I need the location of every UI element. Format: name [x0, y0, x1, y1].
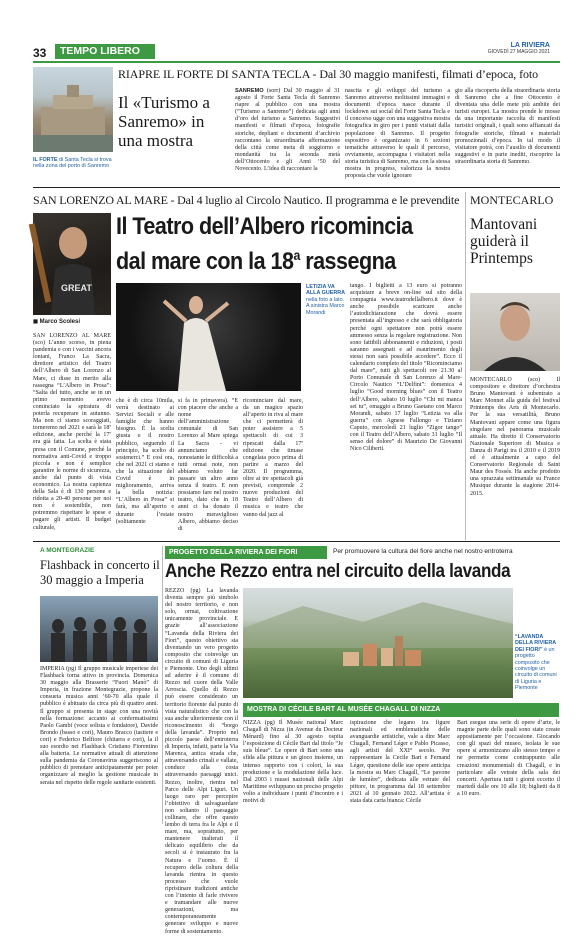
albero-body-col2: che è di circa 10mila, verrà destinato ai Servizi Sociali e alle famiglie che hanno bisogno. È la scelta giusta e il nostro pubblico, seguendo il principio, ha scelto di sostenerci.” E così ora, che nel 2021 ci stamo e che la situazione del Covid è in miglioramento, arriva la bella notizia: “L’Albero in Prosa” si farà, ma all’aperto e durante l’estate (solitamente [116, 398, 174, 525]
albero-body-col4: ricominciare dal mare, da un magico spazio all’aperto in riva al mare che ci permetterà di poter assistere a 5 spettacoli di cui 3 ripescati dalla 17ª edizione che timase congelata poco prima di partire a marzo del 2020. Il programma, oltre ai tre spettacoli già previsti, comprende 2 nuove produzioni del Teatro dell’Albero di musica e teatro che vanno dal jazz al [243, 398, 303, 518]
albero-body-col1: SAN LORENZO AL MARE (sco) L’anno scorso, in piena pandemia e con i vaccini ancora lontani, Franco La Sacra, direttore artistico del Teatro dell’Albero di San Lorenzo al Mare, ci disse in merito alla rassegna “L’Albero in Prosa”: “Salta del tutto, anche se in un primo momento avevo cominciato la spiratura di poterla recuperare in autunno. Ma non ci siamo scoraggiati, torneremo nel 2021 e sarà la 18ª edizione, anche perché la 17ª era già fatta. La scelta è stata presa con il Comune, perché la normativa anti-Covid e troppo piccola e non è semplice garantire le norme di sicurezza, anche dal punto di vista economico. La nostra capienza della Sala è di 130 persone e ridotta a 20-40 persone per noi non è sostenibile, non potremmo rispettare le spese e pagare gli artisti. Il budget culturale, [33, 333, 111, 531]
flashback-body: IMPERIA (pg) Il gruppo musicale imperiese dei Flashback torna attivo in provincia. Domenica 30 maggio alla Brasserie “Fuori Manò” di Imperia, in frazione Montegrazie, propone la consueta musica anni ’60-70 alla quale il pubblico è abituato da circa più di quattro anni. Il gruppo si presenta in stage con una novità nella formazione: accanto ai confermatissimi Paolo Gambi (voce solista e fondatore), Davide Brondo (basso e cori), Mauro Bracco (tastiere e cori) e Federico Belfiore (chitarra e cori), la il suo esordio nei Flashback Cristiano Fiorentino alla batteria. Le normative attuali di attenzione sulla pandemia da Coronavirus suggeriscono al pubblico di prenotare anticipatamente per poter organizzare al meglio la gestione musicale in serata nel rispetto delle regole sanitarie esistenti. [40, 666, 158, 786]
header-rule [33, 61, 560, 63]
rezzo-photo-caption: “LAVANDA DELLA RIVIERA DEI FIORI” è un progetto composito che coinvolge un circuito di comuni di Liguria e Piemonte [515, 634, 557, 692]
chagall-body-col3: Bart esegue una serie di opere d’arte, le magnie parte delle quali sono state create appositamente per l’occasione. Giocando con gli spazi del museo, isolata le sue opere si armonizzano allo stesso tempo e ne permette come contrappunto alle creazioni monumentali di Chagall, e in particolare alle vetrate della sala dei concerti. Apertura tutti i giorni eccetto il martedì dalle ore 10 alle 18; biglietti da 8 a 10 euro. [457, 720, 560, 797]
chagall-band: MOSTRA DI CÉCILE BART AL MUSÉE CHAGALL DI NIZZA [243, 703, 559, 717]
albero-title [116, 213, 468, 276]
stage-photo [116, 283, 301, 391]
divider-vertical-1 [465, 192, 466, 540]
albero-title-line2: dal mare con la 18$^a$ rassegna [116, 247, 396, 276]
actress-illustration [116, 283, 301, 391]
montecarlo-body: MONTECARLO (sco) Il compositore e direttore d’orchestra Bruno Mantovani è subentrato a Marc Monnet alla guida del festival Printemps des Arts di Montecarlo. Per la sua versatilità, Bruno Mantovani appare come una figura singolare nel panorama musicale attuale. Ha diretto il Conservatorio Nazionale Superiore di Musica e Danza di Parigi tra il 2010 e il 2019 ed è attualmente a capo del Conservatorio Regionale di Saint Maur des Fossés. Ha anche prodotto una sprazzata settimanale su France Musique durante la stagione 2014-2015. [470, 377, 560, 497]
albero-photo-caption: LETIZIA VA ALLA GUERRA nella foto a lato. A sinistra Marco Morandi [306, 284, 346, 316]
mantovani-photo [470, 293, 560, 371]
montecarlo-title: Mantovani guiderà il Printemps [470, 216, 538, 267]
author-icon: ◼ [33, 319, 38, 325]
portrait-illustration [470, 293, 560, 371]
guitarist-illustration [33, 213, 111, 315]
rezzo-kicker: Per promuovere la cultura del fiore anche nel nostro entroterra [333, 548, 513, 555]
fortress-illustration [33, 67, 113, 152]
guitarist-photo [33, 213, 111, 315]
divider-2 [33, 541, 560, 542]
forte-body-col3: gio alla riscoperta della straordinaria storia di Sanremo che a fine Ottocento è diventata una delle mete più ambite dei turisti europei. La mostra prende le mosse da una importante raccolta di manifesti turistici originali, i quali sono affiancati da fotografie storiche, filmati e materiali promozionali d’epoca. In tal modo il visitatore potrà, con l’ausilio di documenti suggestivi e in parte inediti, riscoprire la straordinaria storia di Sanremo. [455, 88, 560, 165]
divider-1 [33, 187, 560, 188]
rezzo-band: PROGETTO DELLA RIVIERA DEI FIORI [165, 546, 327, 559]
flashback-photo [40, 596, 158, 662]
albero-body-col3: si fa in primavera). “E con piacere che anche a nome dell’amministrazione comunale di San Lorenzo al Mare spiega La Sacra - vi annunciamo che nonostante le difficoltà a tutti ormai note, non abbiamo voluto far passare un altro anno senza il teatro. E non possiamo fare nel nostro teatro, dato che in 18 anni ci ha donato il nostro meraviglioso Albero, abbiamo deciso di [178, 398, 238, 532]
rezzo-body-col1: REZZO (pg) La lavanda diventa sempre più simbolo del nostro territorio, e non solo, ormai, coltivazione unicamente provinciale. E grazie all’associazione “Lavanda della Riviera dei Fiori”, questo obiettivo sta diventando un vero progetto composito che coinvolge un circuito di comuni di Liguria e Piemonte. Uno degli ultimi ad aderire è il comune di Rezzo nel cuore della Valle Arroscia. Quello di Rezzo può essere considerato un territorio fiorente dal punto di vista naturalistico che con la sua anche ulteriormente con il riconoscimento di “borgo della lavanda”. Proprio nel piccolo paese dell’entroterra di Imperia, infatti, parte la Via Marenca, antica strada che, attraversando crinali e vallate, conduce alla costa attraversando paesaggi unici. Rezzo, inoltre, rientra nel Parco delle Alpi Liguri. Un luogo raro per percepire l’obiettivo di salvaguardare non soltanto il paesaggio collinare, che offre questo lembo di terra fra le Alpi e il mare, ma, soprattutto, per mantenere inalterati il delicato equilibrio che da secoli si è instaurato fra la Natura e l’uomo. È il recupero della coltura della lavanda rientra in questo processo che vuole ripristinare tradizioni antiche con l’intento di farle rivivere e tramandare alle nuove generazioni, ma contemporaneamente generare sviluppo e nuove forme di sostentamento. [165, 588, 238, 935]
masthead-date: GIOVEDÌ 27 MAGGIO 2021 [487, 49, 550, 55]
rezzo-title: Anche Rezzo entra nel circuito della lavanda [165, 561, 511, 582]
page-number: 33 [33, 46, 47, 60]
chagall-body-col1: NIZZA (pg) Il Musée national Marc Chagall di Nizza (in Avenue du Docteur Ménard) fino al 30 agosto ospita l’esposizione di Cécile Bart dal titolo “Je suis bleue”. Le opere di Bart sono una sfida alla pittura e un gioco insieme, un intenso rapporto con i colori, la sua produzione e la modulazione della luce. Dal 2003 i musei nazionali delle Alpi Marittime sviluppano un preciso progetto volto a individuare i punti d’incontro e i motivi di [243, 720, 343, 805]
forte-kicker: RIAPRE IL FORTE DI SANTA TECLA - Dal 30 maggio manifesti, filmati d’epoca, foto [118, 67, 539, 81]
forte-photo [33, 67, 113, 152]
flashback-title: Flashback in concerto il 30 maggio a Imperia [40, 558, 160, 587]
divider-vertical-2 [162, 546, 163, 824]
forte-caption: IL FORTE di Santa Tecla si trova nella zona del porto di Sanremo [33, 157, 112, 170]
rezzo-photo [243, 588, 513, 698]
forte-title: Il «Turismo a Sanremo» in una mostra [118, 93, 210, 150]
albero-author: ◼ Marco Scolesi [33, 319, 81, 325]
chagall-body-col2: ispirazione che legano tra figure nazionali ed emblematiche delle avanguardie artistiche, vale a dire Marc Chagall, Fernand Léger e Pablo Picasso, agli artisti del XXI° secolo. Per rappresentare la Cecile Bart e Fernand Léger, questione delle sue opere anticipa la mostra su Marc Chagall, “Le pavone de lumière”, dedicata alle vetrate del pittore, in programma dal 18 settembre 2021 al 10 gennaio 2022. All’artista è stata data carta bianca: Cécile [350, 720, 450, 805]
forte-body-col1: SANREMO (sorr) Dal 30 maggio al 31 agosto il Forte Santa Tecla di Sanremo riapre al pubblico con una mostra (“Turismo a Sanremo”) dedicata agli anni d’oro del turismo a Sanremo. Suggestivi manifesti e filmati d’epoca, fotografie storiche, depliant e documenti d’archivio raccontano la straordinaria affermazione della città come meta di soggiorno e mondanità tra la seconda metà dell’Ottocento e gli Anni ‘50 del Novecento. L’idea di raccontare la [235, 88, 341, 173]
montecarlo-kicker: MONTECARLO [470, 193, 554, 207]
masthead [488, 42, 550, 55]
svg-text:GREAT: GREAT [61, 283, 92, 293]
masthead-name: LA RIVIERA [510, 42, 550, 49]
section-tab: TEMPO LIBERO [55, 44, 155, 59]
albero-body-col5: tango. I biglietti a 13 euro si potranno acquistare a breve on-line sul sito della compagnia www.teatrodellalbero.it dove è anche possibile scaricare anche l’autodichiarazione che dovrà essere presentata all’ingresso e che sarà obbligatoria perché ogni spettatore non potrà essere ammesso senza la regolare registrazione. Non sono fattibili abbonamenti e riduzioni, i posti saranno assegnati e ad esaurimento degli stessi non sarà possibile accedere”. Ecco il calendario completo del titolo “Ricominciamo dal mare”, tutti gli spettacoli ore 21.30 al Porto Comunale di San Lorenzo al Mare-Circolo Nautico “L’Delfini”: domenica 4 luglio “Good morning blues” con il Teatro dell’Albero, sabato 10 luglio “Chi mi manca sei tu”, omaggio a Bruno Gaetano con Marco Morandi, sabato 17 luglio “Letizia va alla guerra” con Agnese Fallongo e Tiziano Caputo, mercoledì 21 luglio “Zigor tango” con il Teatro dell’Albero, sabato 31 luglio “Il senso del dolore” di Maurizio De Giovanni Nico Ciliberti. [350, 283, 462, 453]
albero-title-line1: Il Teatro dell’Albero ricomincia [116, 213, 413, 240]
forte-body-col2: nascita e gli sviluppi del turismo a Sanremo attraverso moltissimi immagini e documenti d’epoca nasce durante il lockdown sui social del Forte Santa Tecla e il concorso ugge con una suggestiva mostra fotografica in giro per i punti visitati dalla popolazione di Sanremo. Il progetto espositivo è organizzato in 6 sezioni tematiche attraverso le quali il percorso, ovviamente, accompagna i visitatori nella storia turistica di Sanremo, ma con la stessa mostra in progress, valorizza la nostra proposta che vuole ignorare [345, 88, 450, 180]
albero-kicker: SAN LORENZO AL MARE - Dal 4 luglio al Circolo Nautico. Il programma e le prevendite [33, 193, 460, 207]
village-illustration [243, 588, 513, 698]
band-illustration [40, 596, 158, 662]
flashback-kicker: A MONTEGRAZIE [40, 547, 95, 554]
